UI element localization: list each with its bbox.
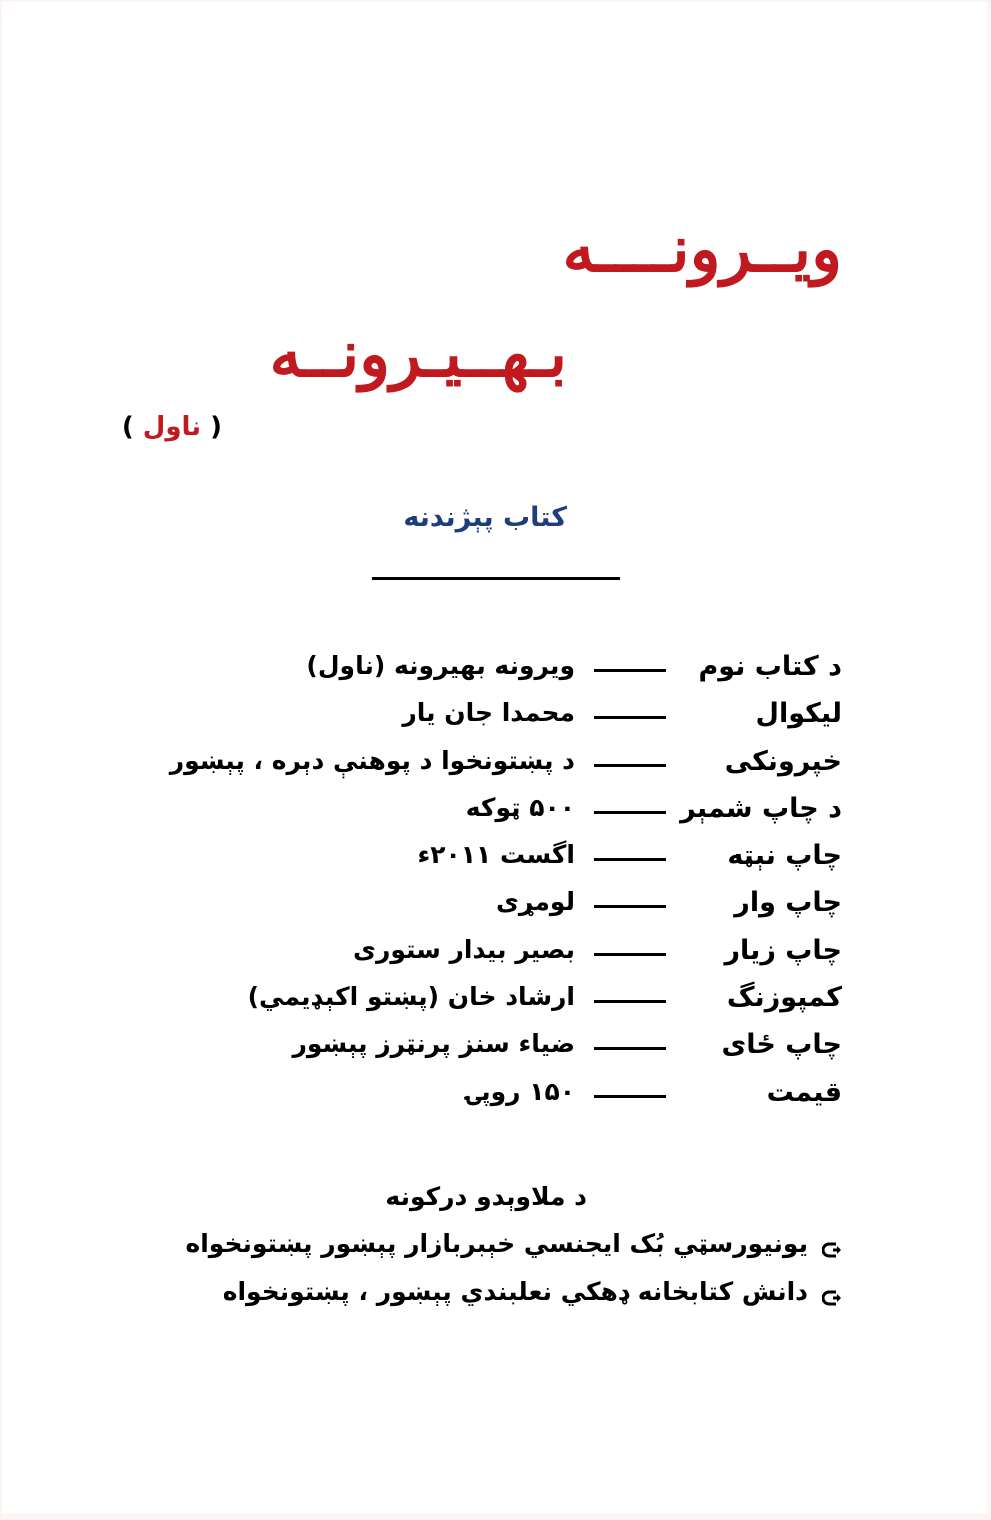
shop-text: یونیورسټي بُک ایجنسي خېبربازار پېښور پښتونخواه xyxy=(185,1229,808,1258)
genre-text: ناول xyxy=(142,412,202,442)
detail-label: کمپوزنگ xyxy=(726,982,842,1014)
shop-text: دانش کتابخانه ډهکي نعلبندي پېښور ، پښتونخواه xyxy=(222,1277,808,1306)
book-title-line1: ویــرونــــه xyxy=(562,212,842,287)
detail-label: چاپ ځای xyxy=(721,1029,842,1061)
detail-value: ۱۵۰ روپۍ xyxy=(466,1076,575,1106)
detail-label: د کتاب نوم xyxy=(698,651,842,682)
detail-row-edition xyxy=(2,883,987,930)
detail-dash xyxy=(594,764,666,767)
genre-label xyxy=(122,412,222,442)
genre-open-paren: ( xyxy=(210,412,222,442)
detail-dash xyxy=(594,811,666,814)
book-title-line2: بـهــیـرونــه xyxy=(269,317,567,392)
detail-value: ویرونه بهیرونه (ناول) xyxy=(306,651,575,680)
detail-dash xyxy=(594,1000,666,1003)
detail-row-publisher xyxy=(2,742,987,789)
detail-label: چاپ زیار xyxy=(724,934,842,966)
shop-item xyxy=(185,1229,842,1258)
detail-label: چاپ وار xyxy=(734,887,842,919)
detail-value: ضیاء سنز پرنټرز پېښور xyxy=(292,1029,575,1059)
detail-label: قیمت xyxy=(766,1076,842,1108)
detail-dash xyxy=(594,1047,666,1050)
availability-heading: د ملاوېدو درکونه xyxy=(385,1182,587,1211)
detail-label: خپرونکی xyxy=(724,745,842,777)
detail-value: لومړی xyxy=(495,887,575,917)
detail-row-composing xyxy=(2,978,987,1025)
detail-row-author xyxy=(2,694,987,741)
detail-row-price xyxy=(2,1073,987,1120)
detail-row-print-date xyxy=(2,836,987,883)
detail-dash xyxy=(594,905,666,908)
detail-dash xyxy=(594,669,666,672)
book-info-heading: کتاب پېژندنه xyxy=(403,502,567,533)
detail-dash xyxy=(594,1095,666,1098)
detail-row-print-count xyxy=(2,789,987,836)
hook-arrow-bullet-icon xyxy=(822,1236,842,1254)
detail-value: د پښتونخوا د پوهنې دېره ، پېښور xyxy=(169,745,575,775)
detail-value: اگست ۲۰۱۱ء xyxy=(417,840,575,870)
detail-value: ارشاد خان (پښتو اکېډیمي) xyxy=(247,982,575,1012)
book-page xyxy=(2,2,987,1514)
detail-row-title xyxy=(2,647,987,694)
detail-row-print-place xyxy=(2,1025,987,1072)
genre-close-paren: ) xyxy=(121,412,134,442)
detail-dash xyxy=(594,858,666,861)
detail-label: چاپ نېټه xyxy=(727,840,842,872)
detail-value: بصیر بیدار ستوری xyxy=(353,934,575,964)
detail-label: لیکوال xyxy=(755,698,842,730)
detail-value: ۵۰۰ ټوکه xyxy=(465,792,575,822)
heading-divider xyxy=(372,577,620,580)
detail-dash xyxy=(594,953,666,956)
shop-item xyxy=(223,1277,842,1306)
detail-row-print-effort xyxy=(2,931,987,978)
detail-value: محمدا جان یار xyxy=(402,698,575,728)
hook-arrow-bullet-icon xyxy=(822,1284,842,1302)
detail-label: د چاپ شمېر xyxy=(680,792,842,824)
book-details-list xyxy=(2,647,987,1120)
detail-dash xyxy=(594,716,666,719)
